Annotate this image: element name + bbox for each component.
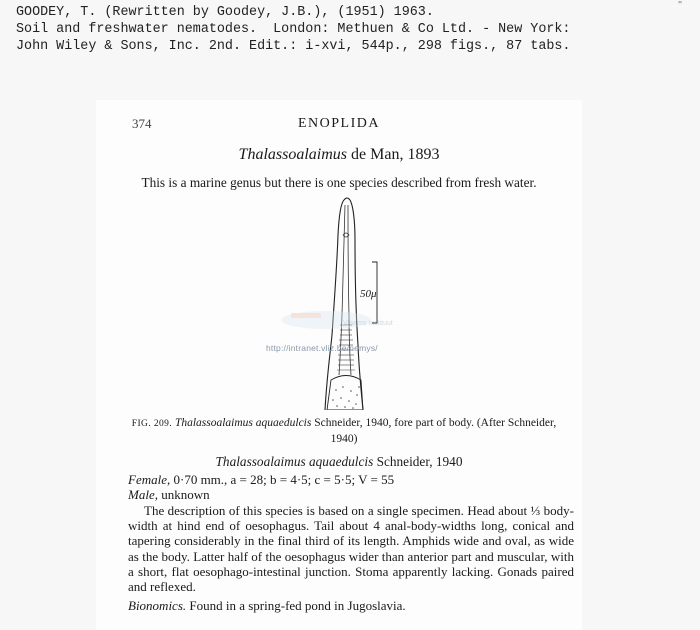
svg-text:Vlaams Instituut: Vlaams Instituut xyxy=(343,320,393,327)
scale-label: 50μ xyxy=(360,288,377,300)
bionomics xyxy=(128,598,406,614)
species-name: Thalassoalaimus aquaedulcis xyxy=(215,454,374,469)
species-authority: Schneider, 1940 xyxy=(373,454,463,469)
male-label: Male, xyxy=(128,487,158,502)
male-measurements xyxy=(128,487,210,503)
female-label: Female, xyxy=(128,472,171,487)
caption-species: Thalassoalaimus aquaedulcis xyxy=(174,417,312,429)
intro-text: This is a marine genus but there is one species described from fresh water. xyxy=(141,175,537,190)
citation-line-2: Soil and freshwater nematodes. London: Methuen & Co Ltd. - New York: xyxy=(16,22,571,37)
caption-rest: Schneider, 1940, fore part of body. (After Schneider, 1940) xyxy=(311,417,557,445)
male-values: unknown xyxy=(157,487,210,502)
citation-block xyxy=(16,4,696,55)
intestine-granules xyxy=(332,386,360,409)
bionomics-text: Found in a spring-fed pond in Jugoslavia. xyxy=(186,598,406,613)
genus-name: Thalassoalaimus xyxy=(238,146,348,163)
nematode-figure xyxy=(271,195,411,410)
corner-mark: " xyxy=(678,0,683,11)
running-head: ENOPLIDA xyxy=(298,116,380,131)
female-measurements xyxy=(128,472,394,488)
bionomics-label: Bionomics. xyxy=(128,598,187,613)
figure-caption xyxy=(124,416,564,447)
female-values: 0·70 mm., a = 28; b = 4·5; c = 5·5; V = 55 xyxy=(170,472,395,487)
book-page xyxy=(96,100,582,630)
species-description: The description of this species is based on a single specimen. Head about ⅓ body-width at hind end of oesophagus. Tail about 4 anal-body-widths long, conical and tapering considerably in the final third of its length. Amphids wide and oval, as wide as the body. Latter half of the oesophagus wider than anterior part and muscular, with a short, flat oesophago-intestinal junction. Stoma apparently lacking. Gonads paired and reflexed. xyxy=(128,503,574,595)
citation-line-3: John Wiley & Sons, Inc. 2nd. Edit.: i-xvi, 544p., 298 figs., 87 tabs. xyxy=(16,39,571,54)
genus-heading xyxy=(96,146,582,164)
caption-prefix: FIG. 209. xyxy=(131,419,173,429)
intestine-outline xyxy=(327,376,363,411)
page-number: 374 xyxy=(132,116,152,131)
head-tip xyxy=(344,198,350,200)
watermark-logo xyxy=(281,311,393,329)
citation-line-1: GOODEY, T. (Rewritten by Goodey, J.B.), (1951) 1963. xyxy=(16,5,434,20)
species-heading xyxy=(96,454,582,470)
body-outline-right xyxy=(350,200,363,410)
watermark-url: http://intranet.vliz.be/nemys/ xyxy=(266,343,378,353)
genus-authority: de Man, 1893 xyxy=(347,146,440,163)
